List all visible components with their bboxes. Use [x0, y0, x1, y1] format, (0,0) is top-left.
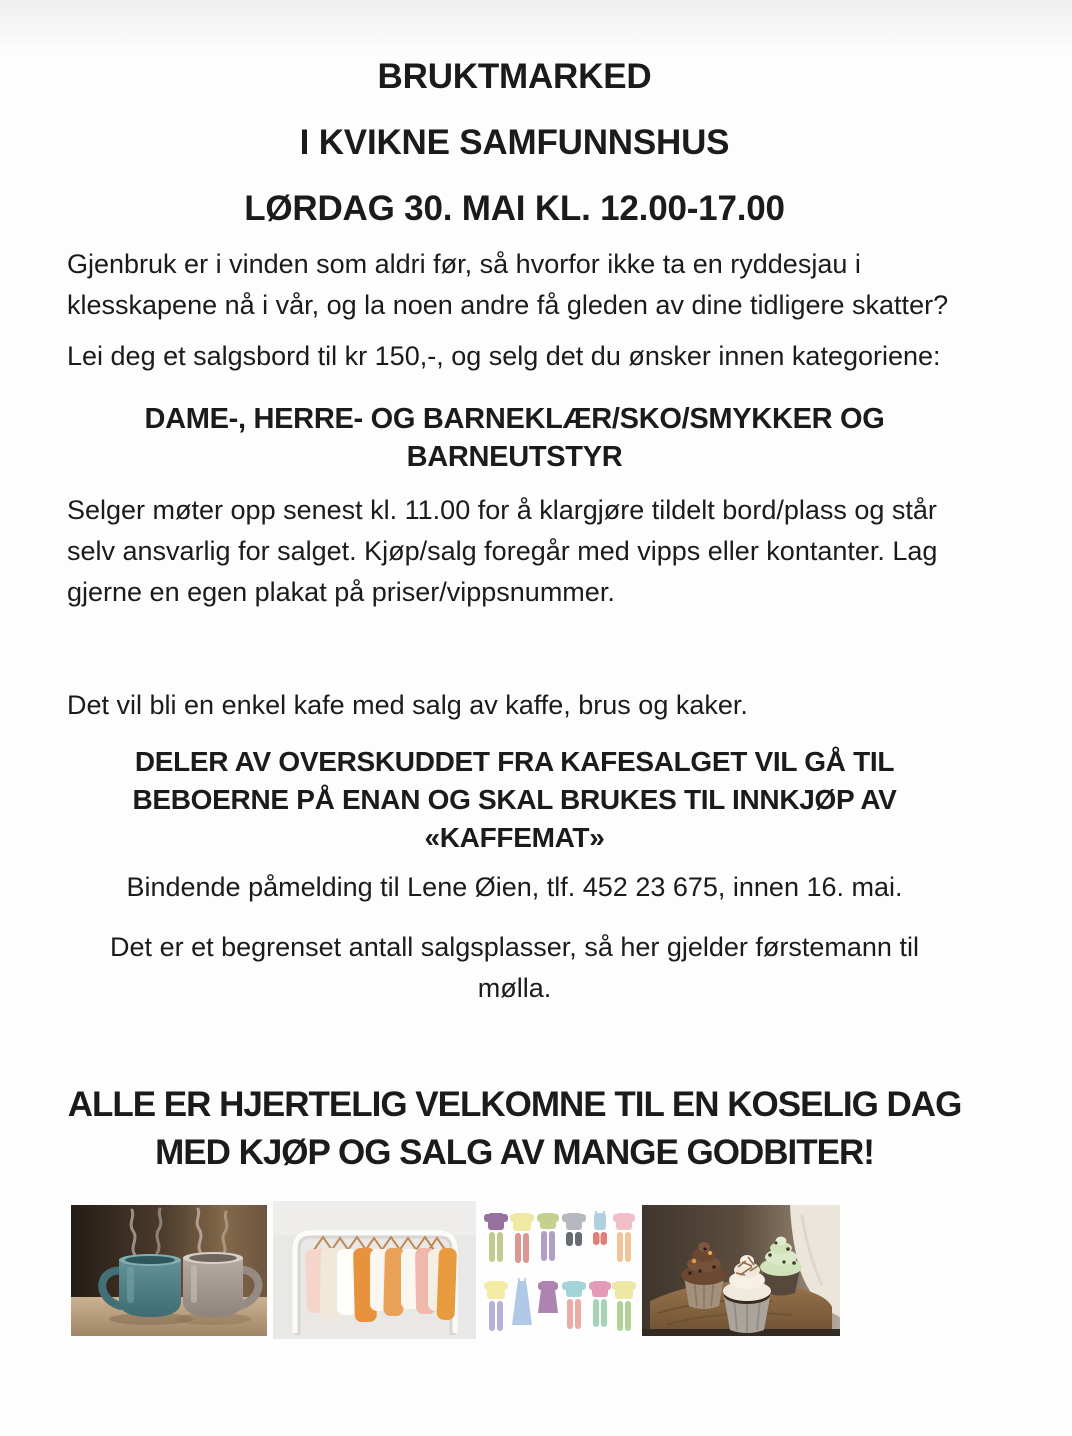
- photo-strip: [71, 1201, 1072, 1344]
- categories-heading: DAME-, HERRE- OG BARNEKLÆR/SKO/SMYKKER OG BARNEUTSTYR: [144, 403, 885, 473]
- steaming-mugs-photo: [71, 1205, 267, 1336]
- kids-clothes-illustration: [482, 1201, 636, 1344]
- charity-heading: DELER AV OVERSKUDDET FRA KAFESALGET VIL GÅ TIL BEBOERNE PÅ ENAN OG SKAL BRUKES TIL INNKJØP AV «KAFFEMAT»: [132, 746, 897, 853]
- clothes-rack-photo: [273, 1201, 476, 1339]
- intro-paragraph: Gjenbruk er i vinden som aldri før, så hvorfor ikke ta en ryddesjau i klesskapene nå i vår, og la noen andre få gleden av dine tidligere skatter?: [67, 249, 949, 320]
- seller-info-paragraph: Selger møter opp senest kl. 11.00 for å klargjøre tildelt bord/plass og står selv ansvarlig for salget. Kjøp/salg foregår med vipps eller kontanter. Lag gjerne en egen plakat på priser/vippsnummer.: [67, 495, 938, 607]
- date-time-line: LØRDAG 30. MAI KL. 12.00-17.00: [244, 189, 785, 228]
- cafe-info-paragraph: Det vil bli en enkel kafe med salg av kaffe, brus og kaker.: [67, 690, 748, 720]
- table-rental-paragraph: Lei deg et salgsbord til kr 150,-, og selg det du ønsker innen kategoriene:: [67, 341, 941, 371]
- flyer-title: BRUKTMARKED: [377, 57, 652, 96]
- cupcakes-photo: [642, 1205, 840, 1336]
- venue-line: I KVIKNE SAMFUNNSHUS: [299, 123, 730, 162]
- welcome-heading: ALLE ER HJERTELIG VELKOMNE TIL EN KOSELIG DAG MED KJØP OG SALG AV MANGE GODBITER!: [67, 1085, 962, 1172]
- registration-paragraph: Bindende påmelding til Lene Øien, tlf. 452 23 675, innen 16. mai.: [126, 872, 903, 902]
- limited-spots-paragraph: Det er et begrenset antall salgsplasser, så her gjelder førstemann til mølla.: [110, 932, 919, 1003]
